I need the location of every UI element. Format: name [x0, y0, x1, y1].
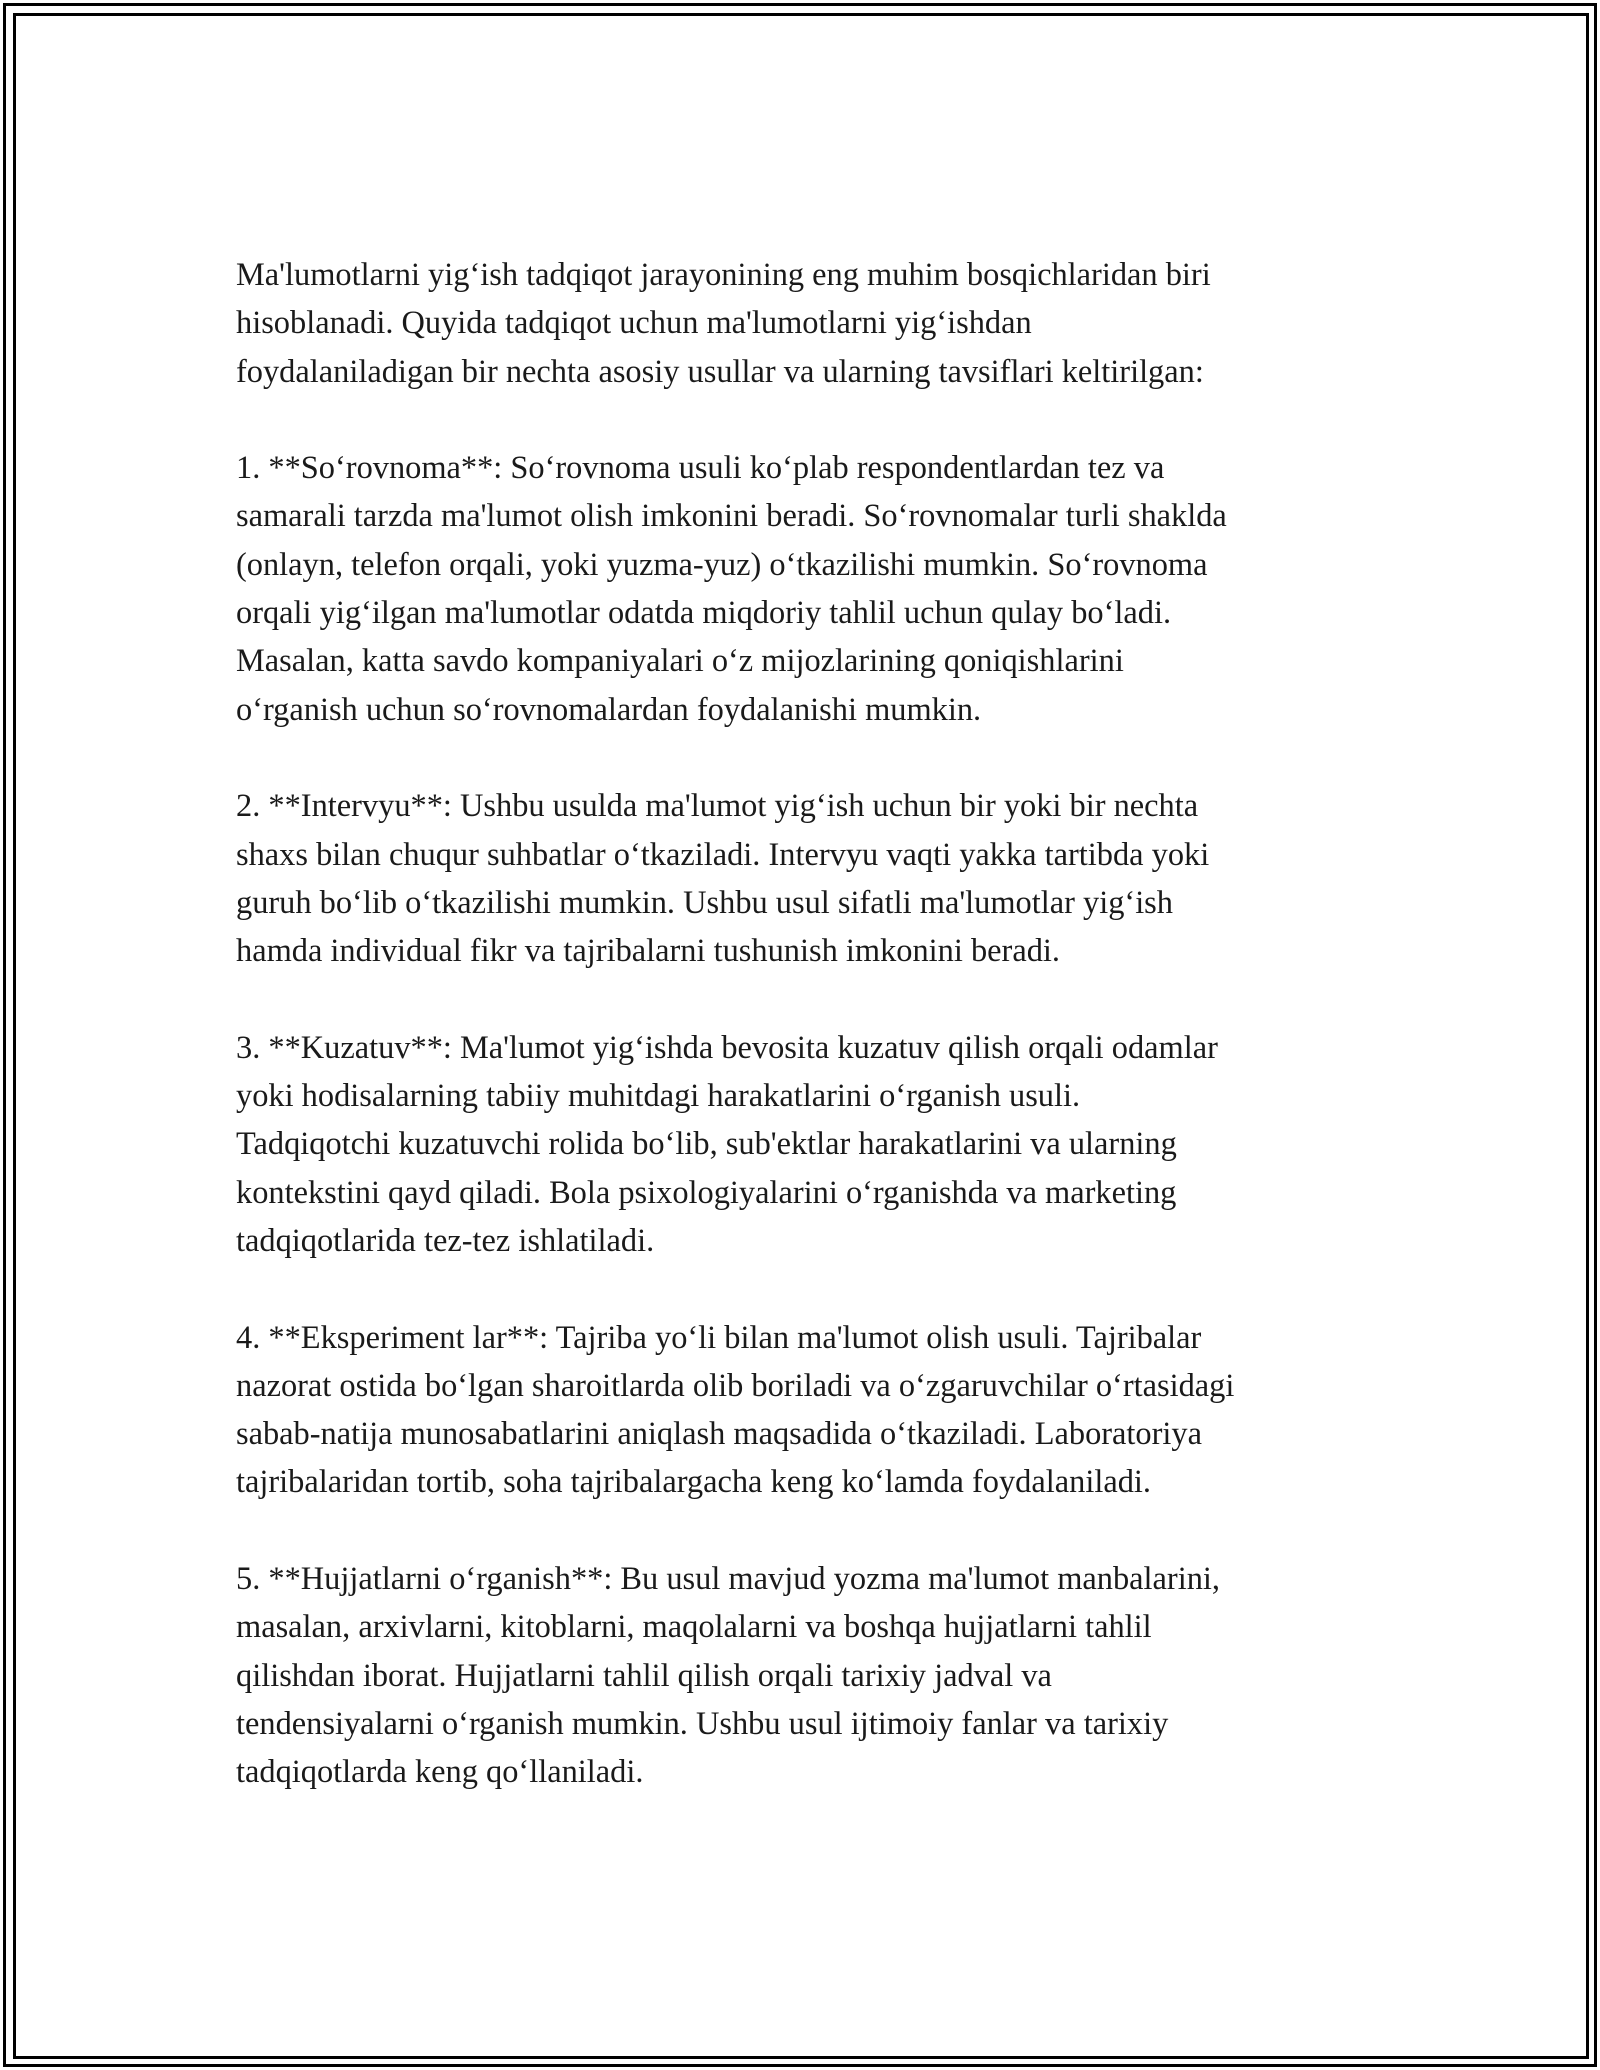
paragraph-item-1: [236, 444, 1386, 734]
text-line: 1. **So‘rovnoma**: So‘rovnoma usuli ko‘plab respondentlardan tez va: [236, 450, 1165, 487]
paragraph-item-3: [236, 1024, 1386, 1265]
text-line: 3. **Kuzatuv**: Ma'lumot yig‘ishda bevosita kuzatuv qilish orqali odamlar: [236, 1029, 1218, 1066]
text-line: o‘rganish uchun so‘rovnomalardan foydalanishi mumkin.: [236, 691, 982, 728]
text-line: tajribalaridan tortib, soha tajribalargacha keng ko‘lamda foydalaniladi.: [236, 1464, 1151, 1501]
text-line: orqali yig‘ilgan ma'lumotlar odatda miqdoriy tahlil uchun qulay bo‘ladi.: [236, 595, 1172, 632]
text-line: tadqiqotlarda keng qo‘llaniladi.: [236, 1754, 644, 1791]
text-line: yoki hodisalarning tabiiy muhitdagi harakatlarini o‘rganish usuli.: [236, 1078, 1081, 1115]
document-body: [236, 251, 1386, 1797]
text-line: 2. **Intervyu**: Ushbu usulda ma'lumot yig‘ish uchun bir yoki bir nechta: [236, 788, 1199, 825]
paragraph-item-4: [236, 1314, 1386, 1507]
paragraph-item-5: [236, 1555, 1386, 1796]
text-line: Masalan, katta savdo kompaniyalari o‘z mijozlarining qoniqishlarini: [236, 643, 1124, 680]
text-line: kontekstini qayd qiladi. Bola psixologiyalarini o‘rganishda va marketing: [236, 1174, 1177, 1211]
text-line: shaxs bilan chuqur suhbatlar o‘tkaziladi. Intervyu vaqti yakka tartibda yoki: [236, 836, 1210, 873]
text-line: tadqiqotlarida tez-tez ishlatiladi.: [236, 1222, 655, 1259]
text-line: 5. **Hujjatlarni o‘rganish**: Bu usul mavjud yozma ma'lumot manbalarini,: [236, 1561, 1220, 1598]
text-line: tendensiyalarni o‘rganish mumkin. Ushbu usul ijtimoiy fanlar va tarixiy: [236, 1705, 1169, 1742]
text-line: 4. **Eksperiment lar**: Tajriba yo‘li bilan ma'lumot olish usuli. Tajribalar: [236, 1319, 1202, 1356]
text-line: foydalaniladigan bir nechta asosiy usullar va ularning tavsiflari keltirilgan:: [236, 353, 1204, 390]
text-line: Tadqiqotchi kuzatuvchi rolida bo‘lib, sub'ektlar harakatlarini va ularning: [236, 1126, 1177, 1163]
text-line: sabab-natija munosabatlarini aniqlash maqsadida o‘tkaziladi. Laboratoriya: [236, 1416, 1202, 1453]
paragraph-item-2: [236, 782, 1386, 975]
paragraph-intro: [236, 251, 1386, 396]
text-line: (onlayn, telefon orqali, yoki yuzma-yuz) o‘tkazilishi mumkin. So‘rovnoma: [236, 546, 1208, 583]
text-line: hamda individual fikr va tajribalarni tushunish imkonini beradi.: [236, 933, 1060, 970]
text-line: nazorat ostida bo‘lgan sharoitlarda olib boriladi va o‘zgaruvchilar o‘rtasidagi: [236, 1367, 1235, 1404]
text-line: masalan, arxivlarni, kitoblarni, maqolalarni va boshqa hujjatlarni tahlil: [236, 1609, 1152, 1646]
text-line: qilishdan iborat. Hujjatlarni tahlil qilish orqali tarixiy jadval va: [236, 1657, 1052, 1694]
text-line: guruh bo‘lib o‘tkazilishi mumkin. Ushbu usul sifatli ma'lumotlar yig‘ish: [236, 884, 1173, 921]
text-line: hisoblanadi. Quyida tadqiqot uchun ma'lumotlarni yig‘ishdan: [236, 305, 1032, 342]
text-line: samarali tarzda ma'lumot olish imkonini beradi. So‘rovnomalar turli shaklda: [236, 498, 1227, 535]
text-line: Ma'lumotlarni yig‘ish tadqiqot jarayonining eng muhim bosqichlaridan biri: [236, 257, 1211, 293]
